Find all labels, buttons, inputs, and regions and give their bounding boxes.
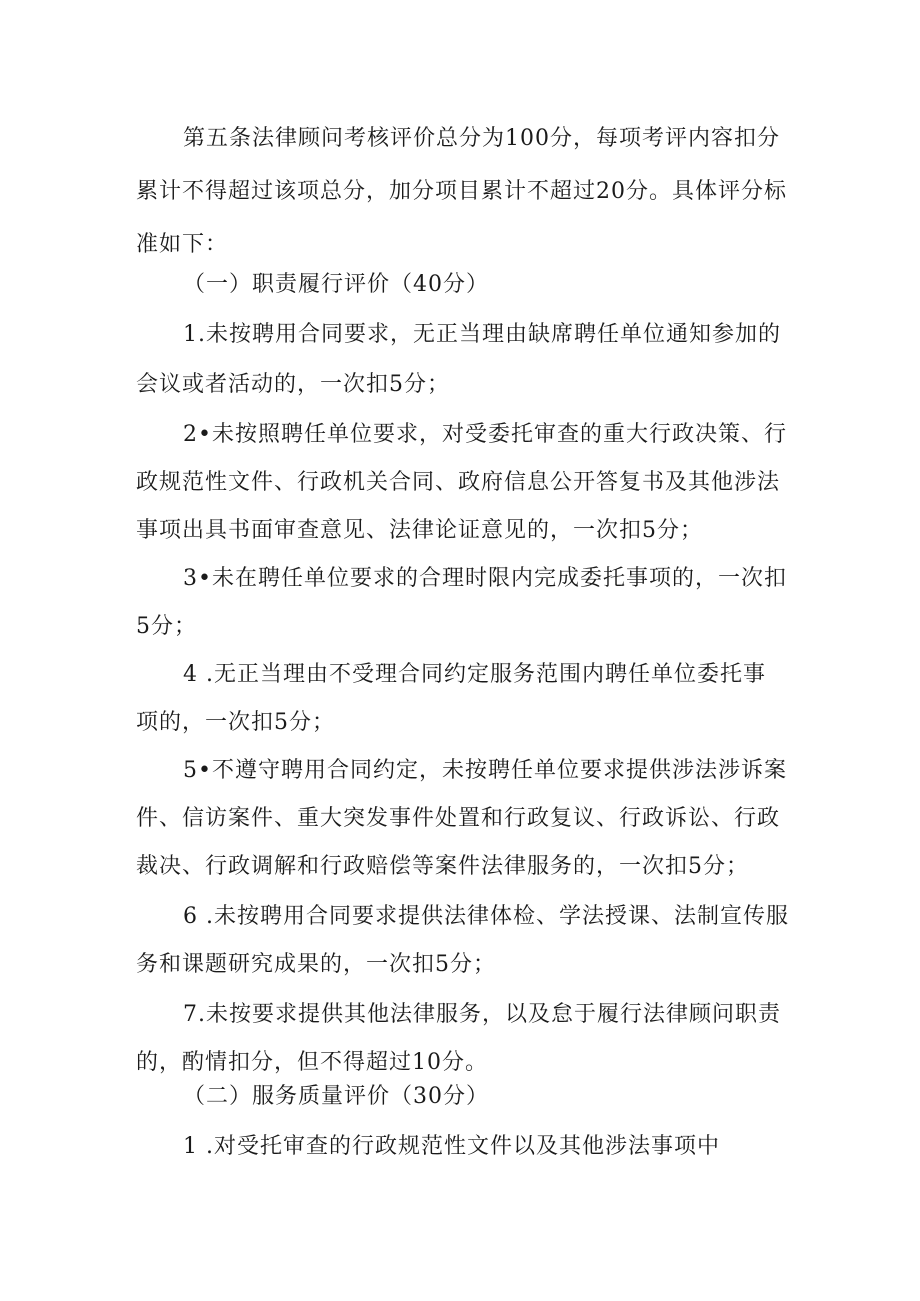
list-item-7-line: 7.未按要求提供其他法律服务，以及怠于履行法律顾问职责 (183, 1002, 781, 1027)
list-item-2-line: 事项出具书面审查意见、法律论证意见的，一次扣5分； (136, 518, 703, 543)
list-item-5-line: 件、信访案件、重大突发事件处置和行政复议、行政诉讼、行政 (136, 806, 781, 831)
list-item-2-line: 政规范性文件、行政机关合同、政府信息公开答复书及其他涉法 (136, 470, 781, 495)
list-item-4-line: 4 .无正当理由不受理合同约定服务范围内聘任单位委托事 (183, 662, 766, 687)
list-item-6-line: 6 .未按聘用合同要求提供法律体检、学法授课、法制宣传服 (183, 904, 789, 929)
article-5-paragraph-line: 第五条法律顾问考核评价总分为100分，每项考评内容扣分 (183, 126, 780, 151)
service-quality-item-1-line: 1 .对受托审查的行政规范性文件以及其他涉法事项中 (183, 1134, 720, 1159)
list-item-1-line: 1.未按聘用合同要求，无正当理由缺席聘任单位通知参加的 (183, 322, 781, 347)
list-item-3-line: 5分； (136, 614, 197, 639)
list-item-5-line: 裁决、行政调解和行政赔偿等案件法律服务的，一次扣5分； (136, 854, 749, 879)
article-5-paragraph-line: 累计不得超过该项总分，加分项目累计不超过20分。具体评分标 (136, 179, 787, 204)
section-heading-service-quality: （二）服务质量评价（30分） (183, 1084, 489, 1109)
list-item-1-line: 会议或者活动的，一次扣5分； (136, 372, 450, 397)
section-heading-duty-performance: （一）职责履行评价（40分） (183, 272, 489, 297)
list-item-7-line: 的，酌情扣分，但不得超过10分。 (136, 1050, 488, 1075)
list-item-2-line: 2•未按照聘任单位要求，对受委托审查的重大行政决策、行 (183, 422, 787, 447)
article-5-paragraph-line: 准如下： (136, 232, 229, 257)
list-item-6-line: 务和课题研究成果的，一次扣5分； (136, 952, 496, 977)
list-item-5-line: 5•不遵守聘用合同约定，未按聘任单位要求提供涉法涉诉案 (183, 758, 787, 783)
list-item-3-line: 3•未在聘任单位要求的合理时限内完成委托事项的，一次扣 (183, 566, 787, 591)
list-item-4-line: 项的，一次扣5分； (136, 710, 335, 735)
